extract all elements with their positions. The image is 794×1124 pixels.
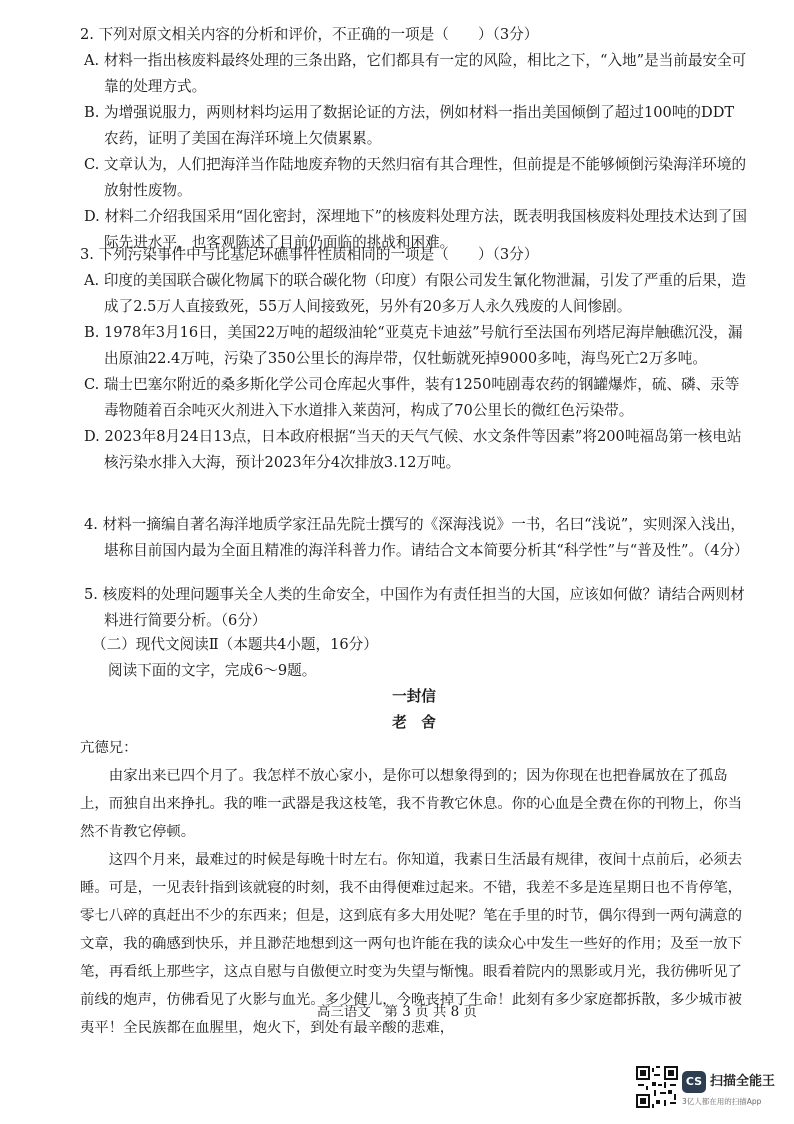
letter-body	[80, 734, 748, 1042]
camscanner-tagline: 3亿人都在用的扫描App	[682, 1097, 762, 1106]
question-2-stem: 2. 下列对原文相关内容的分析和评价，不正确的一项是（ ）（3分）	[80, 26, 539, 43]
letter-greeting: 亢德兄：	[80, 740, 138, 756]
scanner-watermark	[636, 1066, 786, 1112]
section-heading: （二）现代文阅读Ⅱ（本题共4小题，16分）	[92, 636, 378, 653]
question-3-stem: 3. 下列污染事件中与比基尼环礁事件性质相同的一项是（ ）（3分）	[80, 246, 539, 263]
question-4	[80, 512, 748, 564]
story-title: 一封信	[392, 688, 436, 705]
question-3-option-c: C. 瑞士巴塞尔附近的桑多斯化学公司仓库起火事件，装有1250吨剧毒农药的钢罐爆炸，硫、磷、汞等毒物随着百余吨灭火剂进入下水道排入莱茵河，构成了70公里长的微红色污染带。	[84, 376, 740, 419]
question-3-option-a: A. 印度的美国联合碳化物属下的联合碳化物（印度）有限公司发生氰化物泄漏，引发了严重的后果，造成了2.5万人直接致死，55万人间接致死，另外有20多万人永久残废的人间惨剧。	[84, 272, 746, 315]
story-author: 老 舍	[392, 714, 436, 731]
section-instruction: 阅读下面的文字，完成6～9题。	[108, 662, 317, 679]
question-3-option-b: B. 1978年3月16日，美国22万吨的超级油轮“亚莫克卡迪兹”号航行至法国布列塔尼海岸触礁沉没，漏出原油22.4万吨，污染了350公里长的海岸带，仅牡蛎就死掉9000多吨，海鸟死亡2万多吨。	[84, 324, 743, 367]
question-4-text: 4. 材料一摘编自著名海洋地质学家汪品先院士撰写的《深海浅说》一书，名曰“浅说”，实则深入浅出，堪称目前国内最为全面且精准的海洋科普力作。请结合文本简要分析其“科学性”与“普及性”。（4分）	[84, 516, 749, 559]
question-2-option-d: D. 材料二介绍我国采用“固化密封，深埋地下”的核废料处理方法，既表明我国核废料处理技术达到了国际先进水平，也客观陈述了目前仍面临的挑战和困难。	[84, 208, 747, 251]
letter-paragraph-1: 由家出来已四个月了。我怎样不放心家小，是你可以想象得到的；因为你现在也把眷属放在了孤岛上，而独自出来挣扎。我的唯一武器是我这枝笔，我不肯教它休息。你的心血是全费在你的刊物上，你当然不肯教它停顿。	[80, 768, 742, 840]
question-2-option-c: C. 文章认为，人们把海洋当作陆地废弃物的天然归宿有其合理性，但前提是不能够倾倒污染海洋环境的放射性废物。	[84, 156, 747, 199]
story-heading	[80, 684, 748, 736]
qr-code-icon	[636, 1066, 678, 1108]
camscanner-logo-icon: CS	[682, 1071, 706, 1093]
question-2-option-a: A. 材料一指出核废料最终处理的三条出路，它们都具有一定的风险，相比之下，“入地”是当前最安全可靠的处理方式。	[84, 52, 747, 95]
question-5-text: 5. 核废料的处理问题事关全人类的生命安全，中国作为有责任担当的大国，应该如何做？请结合两则材料进行简要分析。（6分）	[84, 586, 745, 629]
page-footer: 高三语文 第 3 页 共 8 页	[316, 1004, 478, 1020]
question-5	[80, 582, 748, 634]
camscanner-name: 扫描全能王	[710, 1074, 776, 1089]
letter-paragraph-2: 这四个月来，最难过的时候是每晚十时左右。你知道，我素日生活最有规律，夜间十点前后，必须去睡。可是，一见表针指到该就寝的时刻，我不由得便难过起来。不错，我差不多是连星期日也不肯停笔，零七八碎的真赶出不少的东西来；但是，这到底有多大用处呢？笔在手里的时节，偶尔得到一两句满意的文章，我的确感到快乐，并且渺茫地想到这一两句也许能在我的读众心中发生一些好的作用；及至一放下笔，再看纸上那些字，这点自慰与自傲便立时变为失望与惭愧。眼看着院内的黑影或月光，我彷佛听见了前线的炮声，仿佛看见了火影与血光。多少健儿，今晚丧掉了生命！此刻有多少家庭都拆散，多少城市被夷平！全民族都在血腥里，炮火下，到处有最辛酸的悲难，	[80, 852, 742, 1036]
question-2	[80, 22, 748, 256]
question-3-option-d: D. 2023年8月24日13点，日本政府根据“当天的天气气候、水文条件等因素”将200吨福岛第一核电站核污染水排入大海，预计2023年分4次排放3.12万吨。	[84, 428, 742, 471]
question-3	[80, 242, 748, 476]
section-2	[80, 632, 748, 684]
question-2-option-b: B. 为增强说服力，两则材料均运用了数据论证的方法，例如材料一指出美国倾倒了超过100吨的DDT农药，证明了美国在海洋环境上欠债累累。	[84, 104, 735, 147]
